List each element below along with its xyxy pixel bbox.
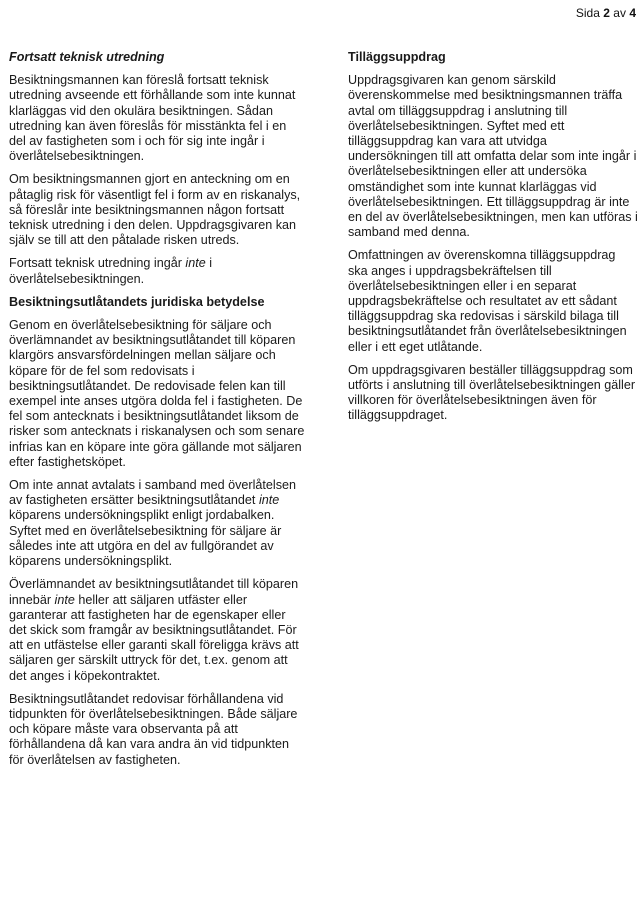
paragraph: Överlämnandet av besiktningsutlåtandet till köparen innebär inte heller att säljaren utfäster eller garanterar att fastigheten har de egenskaper eller det skick som framgår av besiktningsutlåtandet. För att en utfästelse eller garanti skall föreligga krävs att säljaren ger särskilt uttryck för det, t.ex. genom att det anges i köpekontraktet. bbox=[9, 577, 299, 683]
paragraph: Om besiktningsmannen gjort en anteckning om en påtaglig risk för väsentligt fel i form av en riskanalys, så föreslår inte besiktningsmannen någon fortsatt teknisk utredning i den delen. Uppdragsgivaren kan själv se till att den påtalade risken utreds. bbox=[9, 172, 301, 248]
paragraph: Uppdragsgivaren kan genom särskild överenskommelse med besiktningsmannen träffa avtal om tilläggsuppdrag i anslutning till överlåtelsebesiktningen. Syftet med ett tilläggsuppdrag kan vara att utvidga undersökningen till att omfatta delar som inte ingår i överlåtelsebesiktningen eller att undersöka omständighet som inte kunnat klarläggas vid överlåtelsebesiktningen. Ett tilläggsuppdrag är inte en del av överlåtelsebesiktningen, men kan utföras i samband med denna. bbox=[348, 73, 638, 240]
page-prefix: Sida bbox=[575, 6, 600, 20]
section-heading-further-investigation: Fortsatt teknisk utredning bbox=[9, 50, 165, 64]
section-heading-additional-assignment: Tilläggsuppdrag bbox=[348, 50, 446, 64]
page-total: 4 bbox=[629, 6, 636, 20]
paragraph: Om inte annat avtalats i samband med överlåtelsen av fastigheten ersätter besiktningsutlåtandet inte köparens undersökningsplikt enligt jordabalken. Syftet med en överlåtelsebesiktning för säljare är således inte att utgöra en del av fullgörandet av köparens undersökningsplikt. bbox=[9, 478, 297, 569]
page-number bbox=[576, 6, 636, 20]
page-current: 2 bbox=[603, 6, 610, 20]
paragraph: Genom en överlåtelsebesiktning för säljare och överlämnandet av besiktningsutlåtandet till köparen klargörs ansvarsfördelningen mellan säljare och köpare för de fel som redovisats i besiktningsutlåtandet. De redovisade felen kan till exempel inte anses utgöra dolda fel i fastigheten. De fel som antecknats i besiktningsutlåtandet liksom de risker som antecknats i riskanalysen och som senare infrias kan en köpare inte göra gällande mot säljaren efter fastighetsköpet. bbox=[9, 318, 305, 469]
paragraph: Om uppdragsgivaren beställer tilläggsuppdrag som utförts i anslutning till överlåtelsebesiktningen gäller villkoren för överlåtelsebesiktningen även för tilläggsuppdraget. bbox=[348, 362, 636, 423]
paragraph: Omfattningen av överenskomna tilläggsuppdrag ska anges i uppdragsbekräftelsen till överlåtelsebesiktningen eller i en separat uppdragsbekräftelse och resultatet av ett sådant tilläggsuppdrag ska redovisas i särskild bilaga till besiktningsutlåtandet från överlåtelsebesiktningen eller i ett eget utlåtande. bbox=[348, 248, 627, 354]
section-heading-legal-significance: Besiktningsutlåtandets juridiska betydelse bbox=[9, 294, 265, 309]
right-column bbox=[348, 50, 638, 432]
paragraph: Besiktningsmannen kan föreslå fortsatt teknisk utredning avseende ett förhållande som inte kunnat klarläggas vid den okulära besiktningen. Sådan utredning kan även föreslås för misstänkta fel i en del av fastigheten som i och för sig inte ingår i överlåtelsebesiktningen. bbox=[9, 73, 296, 164]
left-column bbox=[9, 50, 305, 776]
paragraph: Fortsatt teknisk utredning ingår inte i överlåtelsebesiktningen. bbox=[9, 256, 213, 286]
paragraph: Besiktningsutlåtandet redovisar förhållandena vid tidpunkten för överlåtelsebesiktningen. Både säljare och köpare måste vara observanta på att förhållandena då kan vara andra än vid tidpunkten för överlåtelsen av fastigheten. bbox=[9, 691, 298, 767]
page-separator: av bbox=[613, 6, 626, 20]
